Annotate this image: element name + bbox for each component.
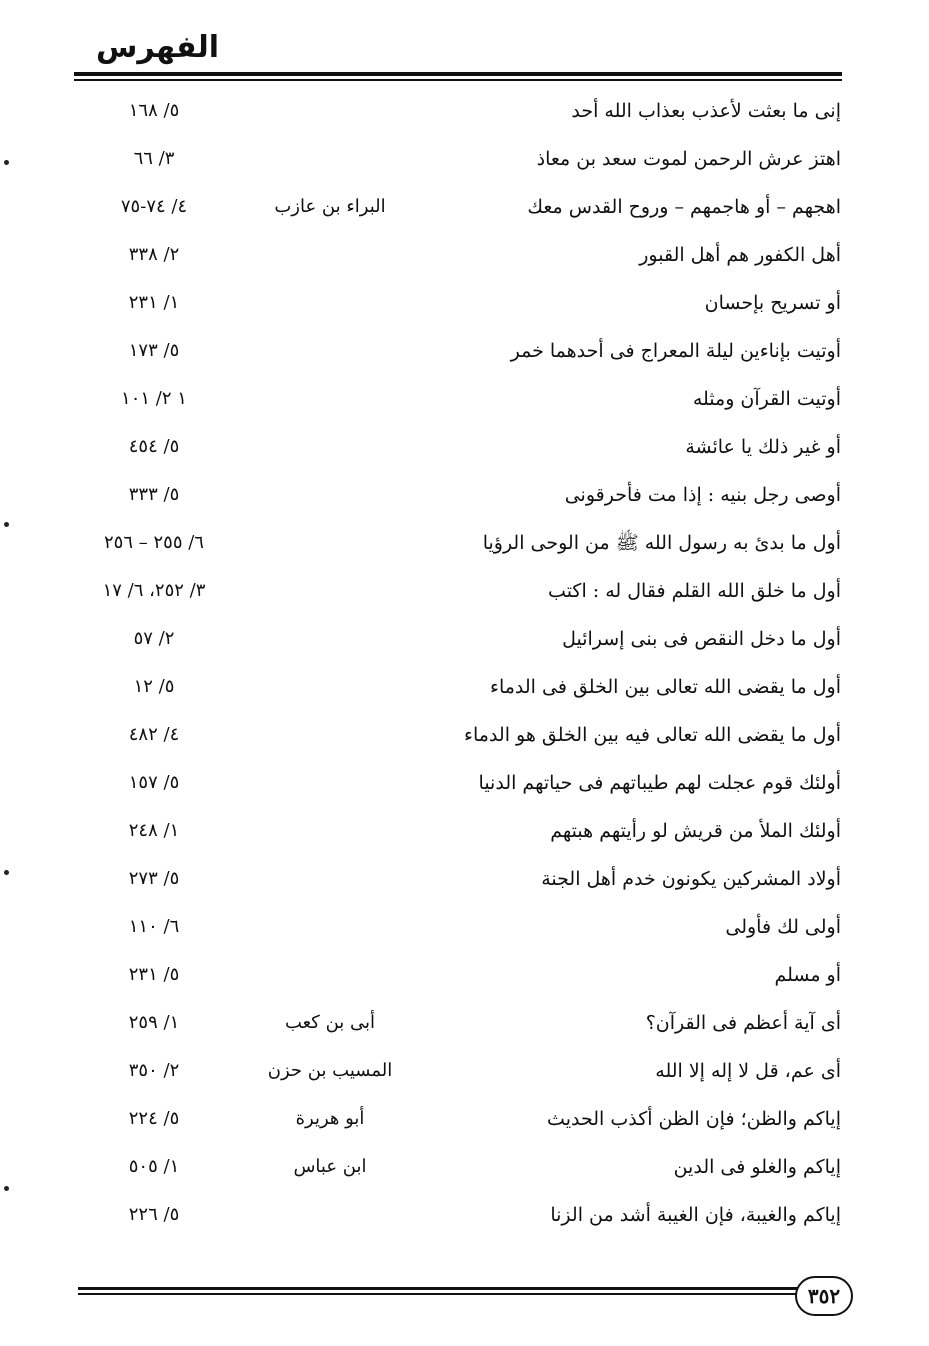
- page-number: ٣٥٢: [795, 1276, 853, 1316]
- volume-page-ref: ٥/ ٢٧٣: [128, 868, 180, 889]
- volume-page-ref: ١/ ٥٠٥: [128, 1156, 180, 1177]
- hadith-text: أول ما يقضى الله تعالى بين الخلق فى الدماء: [490, 676, 841, 698]
- index-entry: [0, 760, 929, 808]
- header-rule-thick: [74, 72, 842, 76]
- hadith-text: أوتيت بإناءين ليلة المعراج فى أحدهما خمر: [510, 340, 841, 362]
- index-entry: [0, 568, 929, 616]
- volume-page-ref: ٣/ ٦٦: [133, 148, 175, 169]
- hadith-text: أهل الكفور هم أهل القبور: [639, 244, 841, 266]
- index-entry: [0, 520, 929, 568]
- margin-mark: [4, 1186, 9, 1191]
- index-entry: [0, 424, 929, 472]
- index-entry: [0, 328, 929, 376]
- index-entries: [0, 88, 929, 1240]
- hadith-text: أو تسريح بإحسان: [704, 292, 841, 314]
- volume-page-ref: ٦/ ٢٥٥ – ٢٥٦: [104, 532, 204, 553]
- index-entry: [0, 904, 929, 952]
- index-entry: [0, 1144, 929, 1192]
- margin-mark: [4, 870, 9, 875]
- volume-page-ref: ١/ ٢٣١: [128, 292, 180, 313]
- hadith-text: إنى ما بعثت لأعذب بعذاب الله أحد: [571, 100, 841, 122]
- margin-mark: [4, 522, 9, 527]
- hadith-text: إياكم والغيبة، فإن الغيبة أشد من الزنا: [550, 1204, 841, 1226]
- index-entry: [0, 808, 929, 856]
- narrator-name: أبى بن كعب: [284, 1012, 376, 1033]
- index-entry: [0, 616, 929, 664]
- index-entry: [0, 280, 929, 328]
- volume-page-ref: ٥/ ١٥٧: [128, 772, 180, 793]
- narrator-name: ابن عباس: [293, 1156, 367, 1177]
- page-title: الفهرس: [96, 30, 220, 65]
- hadith-text: أو مسلم: [774, 964, 841, 986]
- volume-page-ref: ٤/ ٤٨٢: [128, 724, 180, 745]
- volume-page-ref: ٤/ ٧٤-٧٥: [120, 196, 188, 217]
- hadith-text: اهجهم – أو هاجمهم – وروح القدس معك: [527, 196, 841, 218]
- volume-page-ref: ١ ٢/ ١٠١: [121, 388, 187, 409]
- hadith-text: اهتز عرش الرحمن لموت سعد بن معاذ: [536, 148, 841, 170]
- index-entry: [0, 952, 929, 1000]
- hadith-text: أولئك قوم عجلت لهم طيباتهم فى حياتهم الدنيا: [478, 772, 841, 794]
- volume-page-ref: ٣/ ٢٥٢، ٦/ ١٧: [102, 580, 206, 601]
- header-rule-thin: [74, 79, 842, 81]
- index-entry: [0, 1096, 929, 1144]
- hadith-text: أوتيت القرآن ومثله: [692, 388, 841, 410]
- index-entry: [0, 1048, 929, 1096]
- volume-page-ref: ٥/ ١٧٣: [128, 340, 180, 361]
- hadith-text: أى عم، قل لا إله إلا الله: [655, 1060, 841, 1082]
- hadith-text: أول ما خلق الله القلم فقال له : اكتب: [548, 580, 841, 602]
- volume-page-ref: ٥/ ٢٢٦: [128, 1204, 180, 1225]
- volume-page-ref: ٥/ ٢٢٤: [128, 1108, 180, 1129]
- hadith-text: إياكم والظن؛ فإن الظن أكذب الحديث: [547, 1108, 841, 1130]
- index-entry: [0, 136, 929, 184]
- volume-page-ref: ٥/ ٢٣١: [128, 964, 180, 985]
- index-entry: [0, 184, 929, 232]
- hadith-text: أوصى رجل بنيه : إذا مت فأحرقونى: [564, 484, 841, 506]
- volume-page-ref: ٥/ ١٢: [133, 676, 175, 697]
- index-entry: [0, 1192, 929, 1240]
- volume-page-ref: ٥/ ٤٥٤: [128, 436, 180, 457]
- index-entry: [0, 712, 929, 760]
- hadith-text: أولئك الملأ من قريش لو رأيتهم هبتهم: [550, 820, 841, 842]
- volume-page-ref: ٢/ ٣٣٨: [128, 244, 180, 265]
- narrator-name: المسيب بن حزن: [267, 1060, 393, 1081]
- index-entry: [0, 88, 929, 136]
- narrator-name: أبو هريرة: [295, 1108, 365, 1129]
- volume-page-ref: ١/ ٢٥٩: [128, 1012, 180, 1033]
- hadith-text: أول ما دخل النقص فى بنى إسرائيل: [562, 628, 841, 650]
- volume-page-ref: ٥/ ٣٣٣: [128, 484, 180, 505]
- footer-rule-thick: [78, 1287, 798, 1290]
- volume-page-ref: ١/ ٢٤٨: [128, 820, 180, 841]
- volume-page-ref: ٢/ ٣٥٠: [128, 1060, 180, 1081]
- narrator-name: البراء بن عازب: [274, 196, 386, 217]
- index-entry: [0, 472, 929, 520]
- hadith-text: أول ما يقضى الله تعالى فيه بين الخلق هو الدماء: [464, 724, 841, 746]
- index-entry: [0, 856, 929, 904]
- margin-mark: [4, 160, 9, 165]
- index-entry: [0, 664, 929, 712]
- index-entry: [0, 376, 929, 424]
- hadith-text: أولاد المشركين يكونون خدم أهل الجنة: [541, 868, 841, 890]
- hadith-text: أى آية أعظم فى القرآن؟: [645, 1012, 841, 1034]
- footer-rule-thin: [78, 1293, 798, 1295]
- volume-page-ref: ٦/ ١١٠: [128, 916, 180, 937]
- hadith-text: إياكم والغلو فى الدين: [673, 1156, 841, 1178]
- hadith-text: أول ما بدئ به رسول الله ﷺ من الوحى الرؤيا: [482, 532, 841, 554]
- volume-page-ref: ٥/ ١٦٨: [128, 100, 180, 121]
- index-entry: [0, 1000, 929, 1048]
- hadith-text: أو غير ذلك يا عائشة: [685, 436, 841, 458]
- hadith-text: أولى لك فأولى: [725, 916, 841, 938]
- index-entry: [0, 232, 929, 280]
- volume-page-ref: ٢/ ٥٧: [133, 628, 175, 649]
